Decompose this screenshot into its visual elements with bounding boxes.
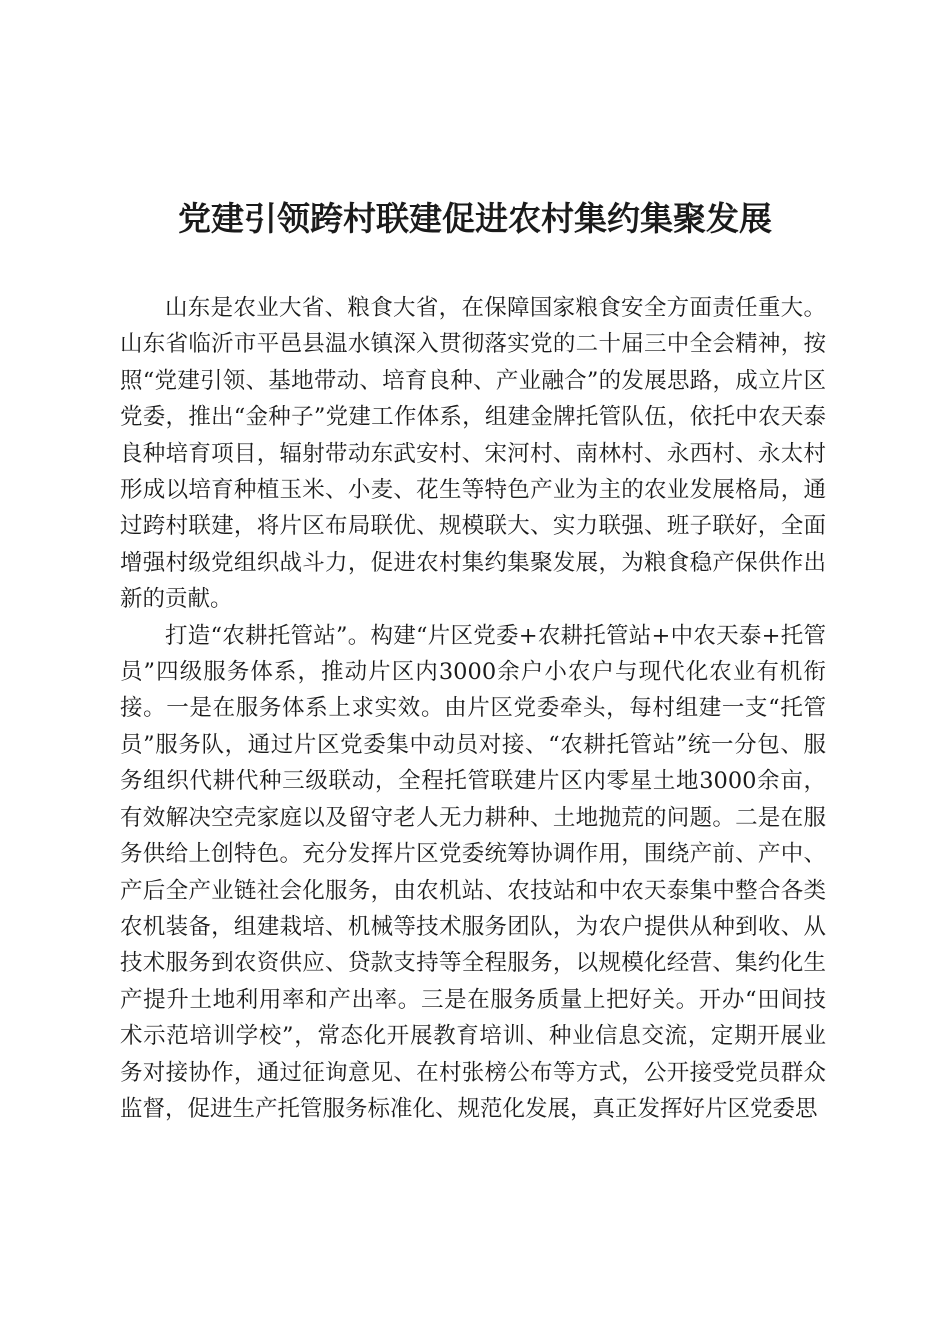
paragraph-intro: 山东是农业大省、粮食大省，在保障国家粮食安全方面责任重大。山东省临沂市平邑县温水镇深入贯彻落实党的二十届三中全会精神，按照“党建引领、基地带动、培育良种、产业融合”的发展思路，成立片区党委，推出“金种子”党建工作体系，组建金牌托管队伍，依托中农天泰良种培育项目，辐射带动东武安村、宋河村、南林村、永西村、永太村形成以培育种植玉米、小麦、花生等特色产业为主的农业发展格局，通过跨村联建，将片区布局联优、规模联大、实力联强、班子联好，全面增强村级党组织战斗力，促进农村集约集聚发展，为粮食稳产保供作出新的贡献。 xyxy=(120,295,826,613)
page-title: 党建引领跨村联建促进农村集约集聚发展 xyxy=(178,199,772,238)
paragraph-farming-station: 打造“农耕托管站”。构建“片区党委+农耕托管站+中农天泰+托管员”四级服务体系，推动片区内3000余户小农户与现代化农业有机衔接。一是在服务体系上求实效。由片区党委牵头，每村组建一支“托管员”服务队，通过片区党委集中动员对接、“农耕托管站”统一分包、服务组织代耕代种三级联动，全程托管联建片区内零星土地3000余亩，有效解决空壳家庭以及留守老人无力耕种、土地抛荒的问题。二是在服务供给上创特色。充分发挥片区党委统筹协调作用，围绕产前、产中、产后全产业链社会化服务，由农机站、农技站和中农天泰集中整合各类农机装备，组建栽培、机械等技术服务团队，为农户提供从种到收、从技术服务到农资供应、贷款支持等全程服务，以规模化经营、集约化生产提升土地利用率和产出率。三是在服务质量上把好关。开办“田间技术示范培训学校”，常态化开展教育培训、种业信息交流，定期开展业务对接协作，通过征询意见、在村张榜公布等方式，公开接受党员群众监督，促进生产托管服务标准化、规范化发展，真正发挥好片区党委思 xyxy=(120,622,826,1122)
document-body xyxy=(120,290,826,1127)
